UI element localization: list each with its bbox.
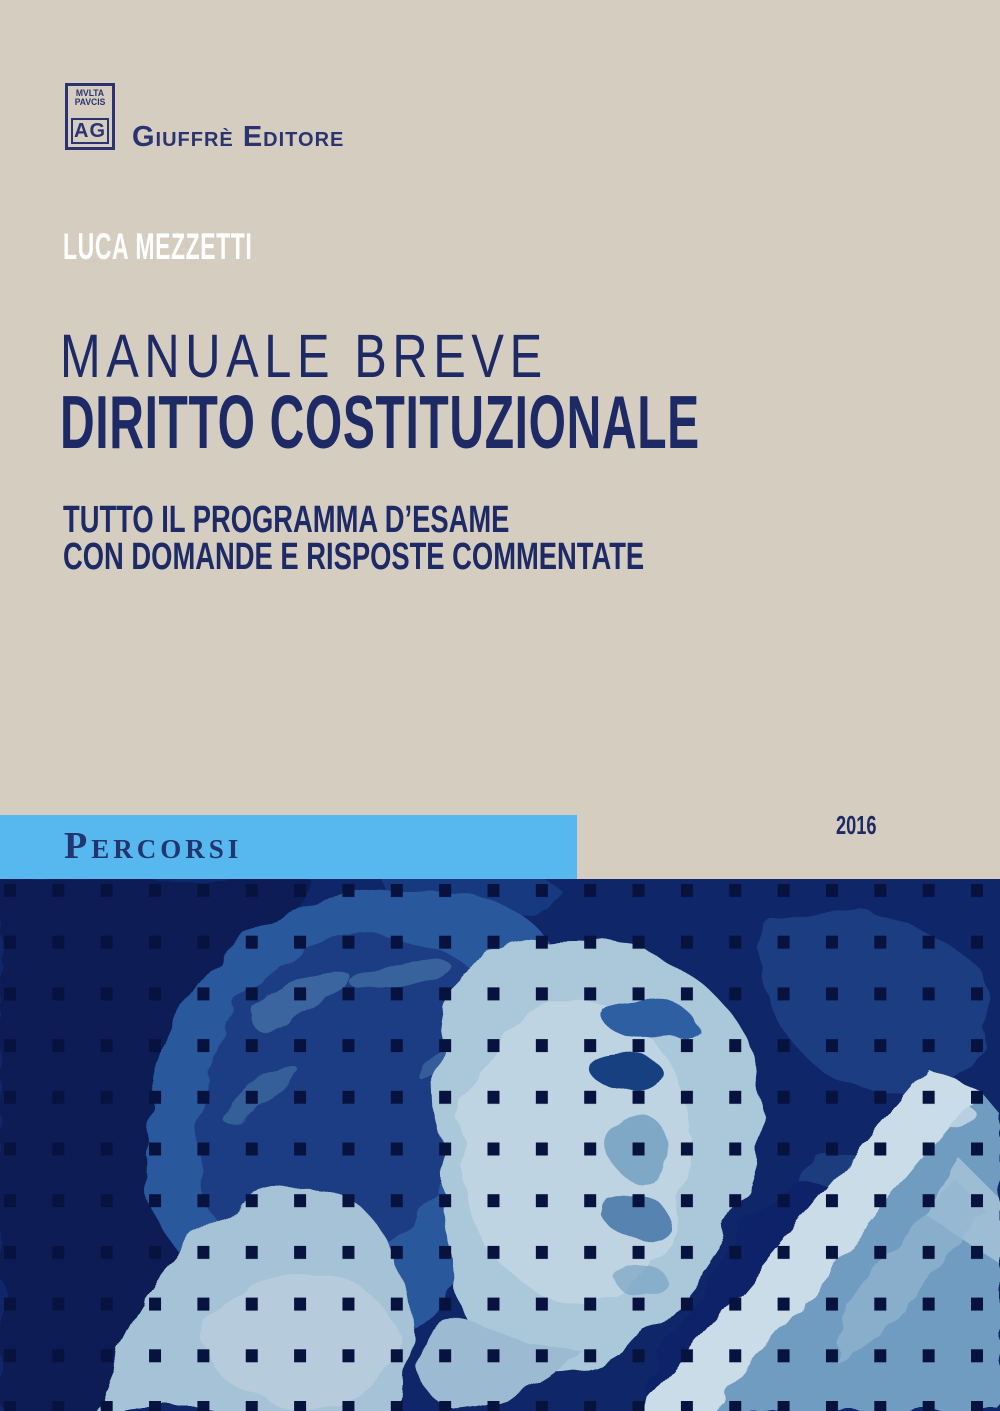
title-line-2: DIRITTO COSTITUZIONALE [60,380,700,464]
cover-illustration [0,879,1000,1411]
series-label: Percorsi [64,825,243,867]
book-subtitle [63,499,870,578]
book-title [60,322,1000,464]
logo-motto [72,89,108,107]
author-name: LUCA MEZZETTI [63,226,253,267]
logo-motto-line2: PAVCIS [74,97,106,107]
publisher-name: Giuffrè Editore [132,121,345,153]
logo-motto-line1: MVLTA [75,88,105,98]
logo-monogram: AG [71,118,109,144]
edition-year: 2016 [836,810,877,840]
subtitle-line-2: CON DOMANDE E RISPOSTE COMMENTATE [63,535,645,578]
dot-grid-pattern [0,879,1000,1411]
giuffre-logo [65,83,115,150]
title-line-1: MANUALE BREVE [60,322,548,390]
duotone-reader-photo [0,879,1000,1411]
series-band [0,815,577,879]
subtitle-line-1: TUTTO IL PROGRAMMA D’ESAME [63,499,510,541]
